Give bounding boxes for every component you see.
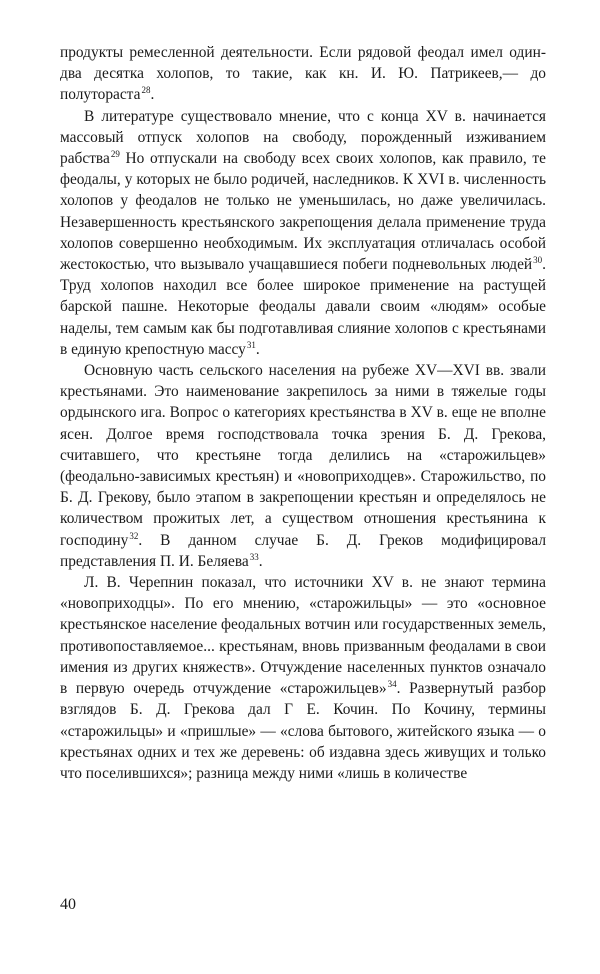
- paragraph: [60, 42, 546, 106]
- footnote-marker: 28: [141, 85, 151, 96]
- paragraph-text: Л. В. Черепнин показал, что источники XV в. не знают термина «новоприходцы». По его мнению, «старожильцы» — это «основное крестьянское население феодальных вотчин или государственных земель, противопоставляемое... крестьянам, вновь призванным феодалами в свои имения из других княжеств». Отчуждение населенных пунктов означало в первую очередь отчуждение «старожильцев»: [60, 574, 546, 698]
- paragraph: [60, 360, 546, 572]
- footnote-marker: 34: [387, 679, 397, 690]
- footnote-marker: 30: [533, 255, 543, 266]
- paragraph-text: . Труд холопов находил все более широкое применение на растущей барской пашне. Некоторые феодалы давали своим «людям» особые наделы, тем самым как бы подготавливая слияние холопов с крестьянами в единую крепостную массу: [60, 256, 546, 358]
- book-page: [60, 42, 546, 784]
- paragraph-text: продукты ремесленной деятельности. Если рядовой феодал имел один-два десятка холопов, то такие, как кн. И. Ю. Патрикеев,— до полутораста: [60, 44, 546, 104]
- paragraph-text: Основную часть сельского населения на рубеже XV—XVI вв. звали крестьянами. Это наименование закрепилось за ними в тяжелые годы ордынского ига. Вопрос о категориях крестьянства в XV в. еще не вполне ясен. Долгое время господствовала точка зрения Б. Д. Грекова, считавшего, что крестьяне тогда делились на «старожильцев» (феодально-зависимых крестьян) и «новоприходцев». Старожильство, по Б. Д. Грекову, было этапом в закрепощении крестьян и определялось не количеством прожитых лет, а существом отношения крестьянина к господину: [60, 362, 546, 549]
- footnote-marker: 33: [249, 551, 259, 562]
- paragraph-text: В литературе существовало мнение, что с конца XV в. начинается массовый отпуск холопов на свободу, порожденный изживанием рабства: [60, 107, 546, 168]
- paragraph-text: .: [255, 340, 260, 358]
- paragraph: [60, 106, 546, 360]
- page-number: 40: [60, 896, 76, 913]
- paragraph-text: . Развернутый разбор взглядов Б. Д. Грекова дал Г Е. Кочин. По Кочину, термины «старожильцы» и «пришлые» — «слова бытового, житейского языка — о крестьянах одних и тех же деревень: об издавна здесь живущих и только что поселившихся»; разница между ними «лишь в количестве: [60, 680, 547, 782]
- paragraph-text: .: [150, 86, 155, 104]
- paragraph-text: Но отпускали на свободу всех своих холопов, как правило, те феодалы, у которых не было родичей, наследников. К XVI в. численность холопов у феодалов не только не уменьшилась, но даже увеличилась. Незавершенность крестьянского закрепощения делала применение труда холопов совершенно необходимым. Их эксплуатация отличалась особой жестокостью, что вызывало учащавшиеся побеги подневольных людей: [60, 150, 546, 274]
- footnote-marker: 31: [246, 339, 256, 350]
- text-column: [60, 42, 546, 784]
- paragraph: [60, 572, 546, 784]
- footnote-marker: 32: [129, 530, 139, 541]
- footnote-marker: 29: [110, 149, 120, 160]
- paragraph-text: . В данном случае Б. Д. Греков модифицировал представления П. И. Беляева: [60, 531, 546, 570]
- paragraph-text: .: [258, 552, 263, 570]
